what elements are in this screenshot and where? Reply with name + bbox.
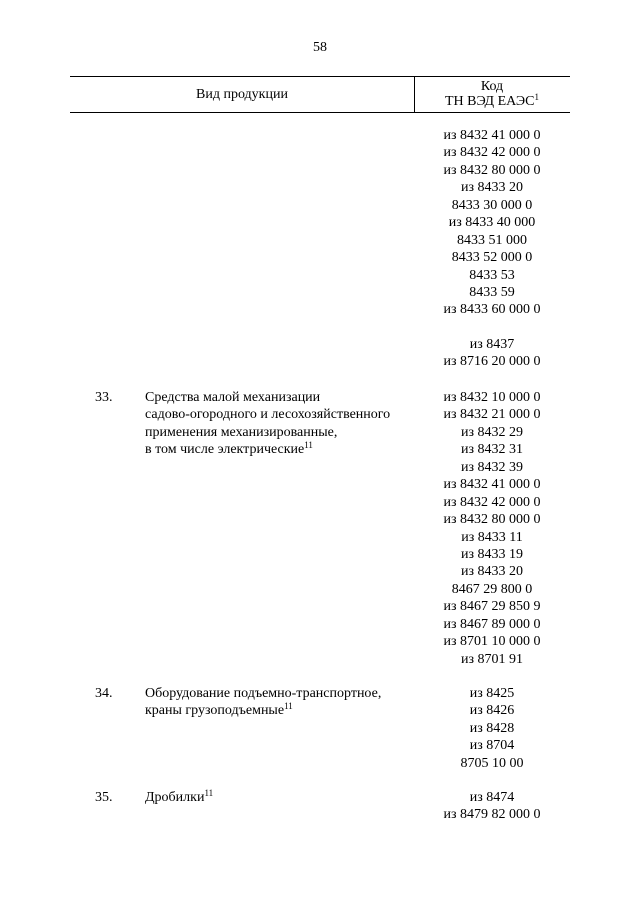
code-item: из 8432 10 000 0 (443, 390, 541, 405)
footnote-marker: 11 (284, 701, 293, 712)
item-codes-34 (414, 685, 570, 772)
code-item: из 8432 42 000 0 (443, 145, 541, 161)
code-item: из 8432 39 (460, 459, 524, 475)
code-item: из 8432 41 000 0 (443, 128, 541, 143)
footnote-marker: 11 (204, 788, 214, 798)
code-item: из 8437 (469, 337, 515, 352)
page-number: 58 (313, 40, 327, 55)
code-item: из 8467 29 850 9 (443, 599, 541, 615)
code-item: из 8432 42 000 0 (443, 494, 541, 510)
description-line (145, 702, 413, 719)
code-item: 8433 59 (469, 284, 515, 300)
header-code-line2 (414, 94, 570, 109)
description-line: Средства малой механизации (145, 390, 321, 405)
description-line: садово-огородного и лесохозяйственного (145, 407, 391, 423)
code-item: из 8432 29 (460, 424, 524, 440)
code-item: из 8432 80 000 0 (443, 512, 541, 528)
footnote-marker: 11 (304, 440, 313, 451)
code-item: из 8479 82 000 0 (443, 807, 541, 823)
code-item: из 8467 89 000 0 (443, 616, 541, 632)
code-item: из 8432 41 000 0 (443, 477, 541, 493)
code-item: 8705 10 00 (460, 755, 524, 771)
code-item: 8433 51 000 (457, 232, 527, 248)
code-item: из 8716 20 000 0 (443, 354, 541, 370)
description-line (145, 441, 413, 458)
table-top-rule (70, 76, 570, 77)
code-item: из 8433 40 000 (448, 215, 536, 231)
code-item: из 8433 19 (460, 546, 524, 562)
item-description-35 (145, 789, 413, 806)
code-item: из 8425 (469, 686, 515, 701)
code-item: из 8701 10 000 0 (443, 634, 541, 650)
table-header-bottom-rule (70, 112, 570, 113)
item-codes-33 (414, 389, 570, 668)
code-item: 8433 53 (469, 267, 515, 283)
code-item: 8467 29 800 0 (451, 581, 533, 597)
header-product-column: Вид продукции (196, 87, 288, 102)
code-item: из 8704 (469, 738, 515, 754)
code-item: из 8433 11 (461, 529, 523, 545)
description-line-text: в том числе электрические (145, 442, 305, 458)
header-code-column (414, 79, 570, 109)
item-codes-35 (414, 789, 570, 824)
header-code-footnote: 1 (534, 92, 539, 102)
continued-codes-list-a (414, 127, 570, 319)
code-item: из 8426 (469, 703, 515, 719)
description-line (145, 789, 413, 806)
description-line-text: Дробилки (145, 790, 205, 805)
code-item: 8433 52 000 0 (451, 250, 533, 266)
code-item: из 8433 60 000 0 (443, 302, 541, 318)
code-item: из 8433 20 (460, 564, 524, 580)
item-description-34 (145, 685, 413, 720)
header-code-line2-text: ТН ВЭД ЕАЭС (444, 94, 535, 109)
code-item: из 8701 91 (460, 651, 524, 667)
code-item: 8433 30 000 0 (451, 197, 533, 213)
header-code-line1: Код (480, 79, 504, 94)
description-line: Оборудование подъемно-транспортное, (145, 686, 382, 701)
code-item: из 8432 21 000 0 (443, 407, 541, 423)
item-number-35: 35. (95, 790, 113, 805)
code-item: из 8428 (469, 720, 515, 736)
continued-codes-list-b (414, 336, 570, 371)
code-item: из 8432 80 000 0 (443, 162, 541, 178)
item-number-34: 34. (95, 686, 113, 701)
description-line-text: краны грузоподъемные (145, 703, 285, 719)
code-item: из 8433 20 (460, 180, 524, 196)
code-item: из 8474 (469, 790, 515, 805)
item-number-33: 33. (95, 390, 113, 405)
item-description-33 (145, 389, 413, 459)
description-line: применения механизированные, (145, 424, 338, 440)
code-item: из 8432 31 (460, 442, 524, 458)
